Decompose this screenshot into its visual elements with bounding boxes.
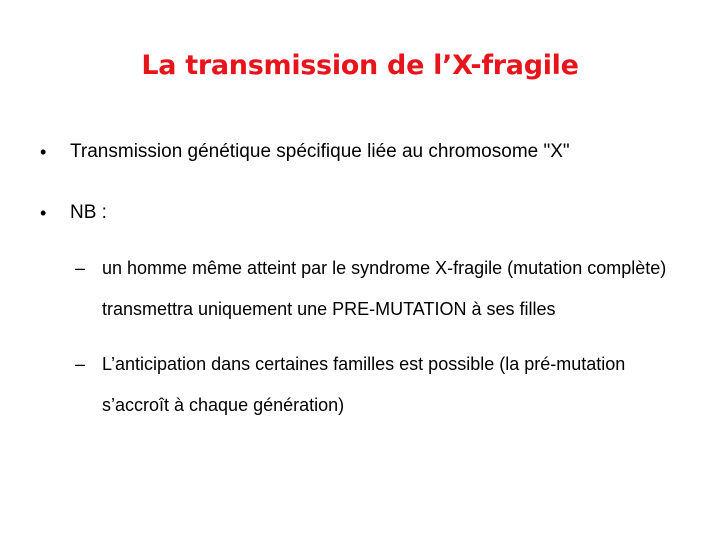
bullet-item-transmission (40, 140, 690, 164)
bullet-text: Transmission génétique spécifique liée au chromosome "X" (70, 141, 570, 162)
sub-bullet-item-homme (75, 248, 675, 330)
bullet-item-nb (40, 201, 690, 225)
bullet-text: NB : (70, 202, 107, 223)
slide-title: La transmission de l’X-fragile (141, 50, 579, 81)
sub-bullet-list (75, 248, 675, 440)
bullet-marker: • (40, 142, 47, 162)
bullet-list (40, 140, 690, 262)
sub-bullet-marker: – (75, 258, 86, 278)
sub-bullet-text: L’anticipation dans certaines familles est possible (la pré-mutation s’accroît à chaque génération) (102, 354, 626, 415)
sub-bullet-item-anticipation (75, 344, 675, 426)
sub-bullet-text: un homme même atteint par le syndrome X-fragile (mutation complète) transmettra uniquement une PRE-MUTATION à ses filles (102, 258, 667, 319)
bullet-marker: • (40, 203, 47, 223)
sub-bullet-marker: – (75, 354, 86, 374)
